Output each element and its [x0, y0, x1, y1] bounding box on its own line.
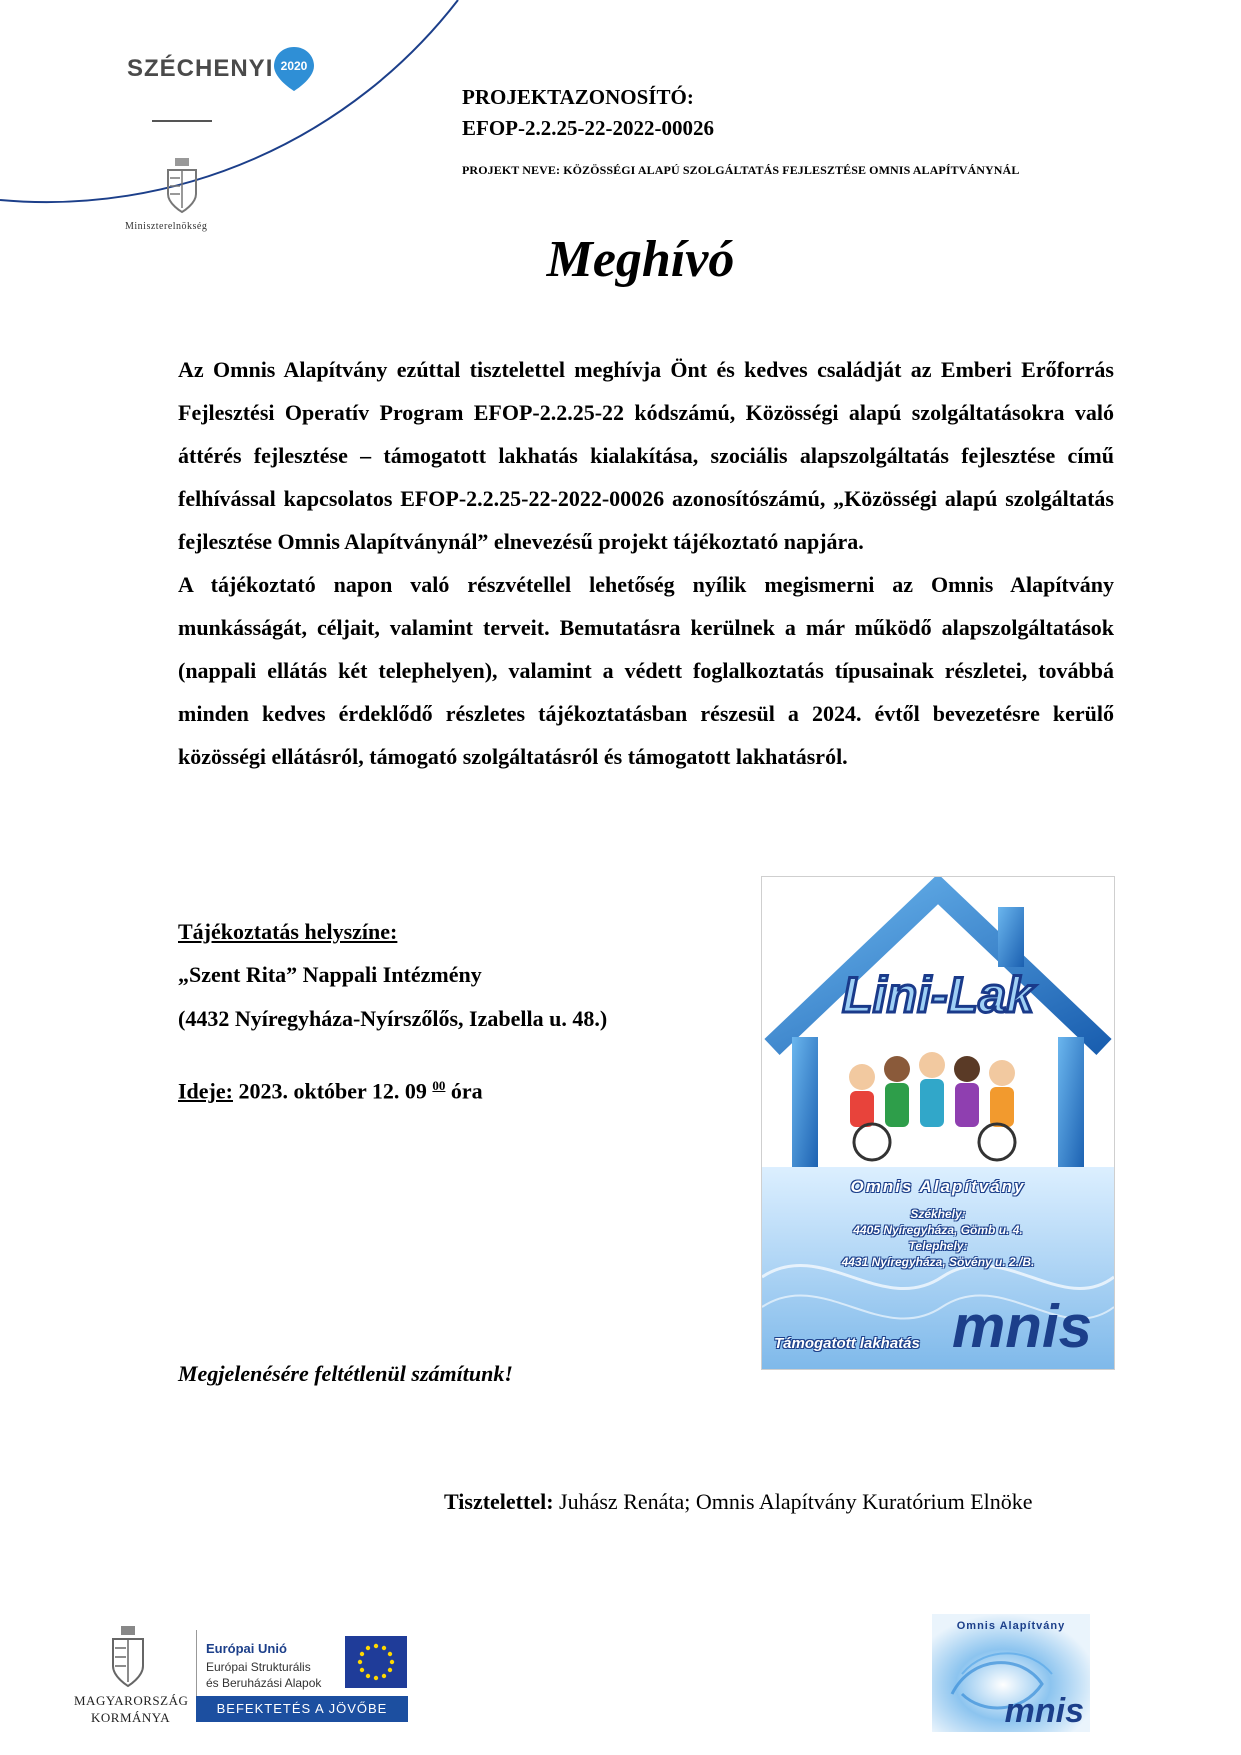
date-suffix: óra: [450, 1078, 483, 1104]
signature-name: Juhász Renáta; Omnis Alapítvány Kuratórium Elnöke: [559, 1489, 1033, 1514]
signature-label: Tisztelettel:: [444, 1489, 554, 1514]
project-id: EFOP-2.2.25-22-2022-00026: [462, 116, 714, 140]
poster-site-address: 4431 Nyíregyháza, Sövény u. 2./B.: [841, 1255, 1035, 1269]
omnis-small-label: Omnis Alapítvány: [956, 1620, 1066, 1632]
page-title: Meghívó: [546, 231, 735, 288]
poster-seat-address: 4405 Nyíregyháza, Gömb u. 4.: [853, 1223, 1023, 1237]
poster-seat-label: Székhely:: [910, 1207, 966, 1221]
invitation-body: [178, 348, 1114, 778]
venue-address: (4432 Nyíregyháza-Nyírszőlős, Izabella u. 48.): [178, 1006, 608, 1031]
signature: [444, 1489, 1033, 1515]
project-id-label: PROJEKTAZONOSÍTÓ:: [462, 85, 694, 109]
lini-lak-poster: [761, 876, 1115, 1370]
szechenyi-logo-text: SZÉCHENYI: [127, 55, 274, 82]
eu-label-line3: és Beruházási Alapok: [206, 1676, 322, 1690]
government-label-line2: KORMÁNYA: [91, 1710, 171, 1725]
body-paragraph-1: Az Omnis Alapítvány ezúttal tisztelettel meghívja Önt és kedves családját az Emberi Erőforrás Fejlesztési Operatív Program EFOP-2.2.25-22 kódszámú, Közösségi alapú szolgáltatásokra való áttérés fejlesztése – támogatott lakhatás kialakítása, szociális alapszolgáltatás fejlesztése című felhívással kapcsolatos EFOP-2.2.25-22-2022-00026 azonosítószámú, „Közösségi alapú szolgáltatás fejlesztése Omnis Alapítványnál” elnevezésű projekt tájékoztató napjára.: [178, 357, 1114, 554]
poster-logo-text: Lini-Lak: [842, 967, 1034, 1023]
poster-brand: Omnis Alapítvány: [850, 1177, 1026, 1196]
body-paragraph-2: A tájékoztató napon való részvétellel lehetőség nyílik megismerni az Omnis Alapítvány munkásságát, céljait, valamint terveit. Bemutatásra kerülnek a már működő alapszolgáltatások (nappali ellátás két telephelyen), valamint a védett foglalkoztatás típusainak részletei, továbbá minden kedves érdeklődő részletes tájékoztatásban részesül a 2024. évtől bevezetésre kerülő közösségi ellátásról, támogató szolgáltatásról és támogatott lakhatásról.: [178, 572, 1114, 769]
venue-heading: Tájékoztatás helyszíne:: [178, 919, 398, 944]
ministry-label: Miniszterelnökség: [125, 221, 208, 232]
event-date: [178, 1078, 483, 1104]
poster-site-label: Telephely:: [908, 1239, 968, 1253]
eu-flag-icon: [345, 1636, 407, 1688]
project-name: PROJEKT NEVE: KÖZÖSSÉGI ALAPÚ SZOLGÁLTATÁS FEJLESZTÉSE OMNIS ALAPÍTVÁNYNÁL: [462, 163, 1020, 177]
hungarian-crest-icon: [165, 158, 199, 214]
date-minutes: 00: [432, 1078, 446, 1093]
eu-label-line2: Európai Strukturális: [206, 1660, 311, 1674]
eu-label-line1: Európai Unió: [206, 1641, 287, 1656]
government-label-line1: MAGYARORSZÁG: [74, 1693, 189, 1708]
poster-wordmark: mnis: [951, 1293, 1092, 1360]
poster-tagline: Támogatott lakhatás: [774, 1335, 920, 1352]
government-crest-icon: [110, 1626, 146, 1688]
header-divider: [152, 120, 212, 122]
date-value: 2023. október 12. 09: [238, 1078, 427, 1104]
poster-graphic: [762, 877, 1114, 1369]
date-label: Ideje:: [178, 1078, 233, 1104]
closing-line: Megjelenésére feltétlenül számítunk!: [178, 1361, 513, 1386]
szechenyi-year: 2020: [280, 59, 308, 73]
venue-name: „Szent Rita” Nappali Intézmény: [178, 962, 482, 987]
omnis-small-wordmark: mnis: [1004, 1692, 1084, 1730]
szechenyi-pin-icon: [270, 45, 318, 93]
eu-banner: BEFEKTETÉS A JÖVŐBE: [196, 1696, 408, 1722]
people-illustration: [849, 1052, 1015, 1160]
